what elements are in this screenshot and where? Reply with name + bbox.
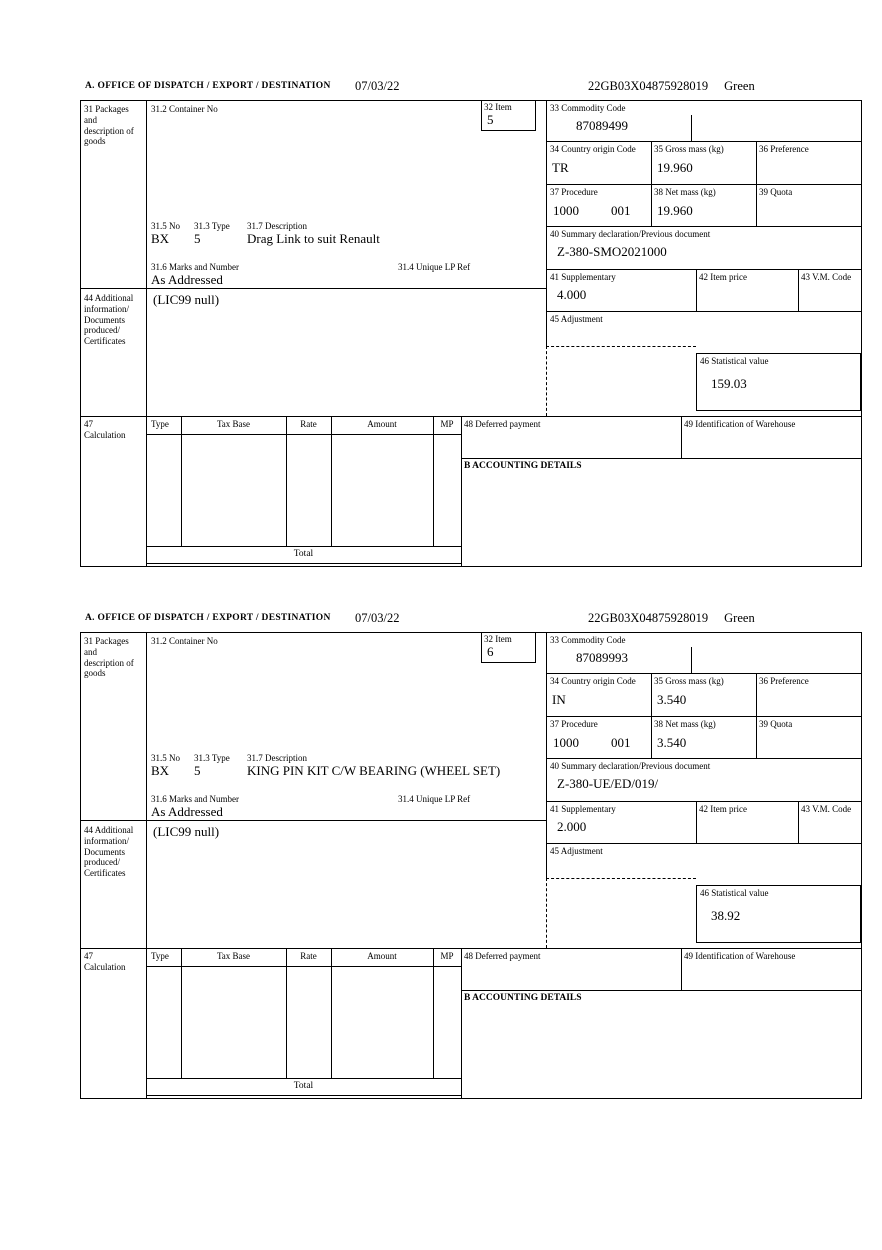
- box31-3-type-value: 5: [194, 231, 201, 246]
- sad-continuation-form: [80, 78, 862, 568]
- mrn-number: 22GB03X04875928019: [588, 79, 709, 93]
- sad-continuation-form: [80, 610, 862, 1100]
- box31-7-description-value: Drag Link to suit Renault: [247, 231, 380, 246]
- box43-vm-code-label: 43 V.M. Code: [801, 804, 852, 814]
- dispatch-date: 07/03/22: [355, 79, 400, 93]
- box31-3-type-value: 5: [194, 763, 201, 778]
- calc-col-type: Type: [151, 951, 169, 961]
- box46-value: 38.92: [711, 908, 741, 923]
- box37-procedure-ext-value: 001: [611, 735, 631, 750]
- accounting-details-label: B ACCOUNTING DETAILS: [464, 461, 582, 471]
- calc-total-topline: [146, 546, 461, 547]
- box37-procedure-label: 37 Procedure: [550, 719, 598, 729]
- calc-header-underline: [146, 966, 461, 967]
- calc-taxbase-divider: [286, 416, 287, 546]
- mrn-number: 22GB03X04875928019: [588, 611, 709, 625]
- box33-commodity-code-label: 33 Commodity Code: [550, 103, 626, 113]
- box39-quota-label: 39 Quota: [759, 719, 793, 729]
- box31-7-description-value: KING PIN KIT C/W BEARING (WHEEL SET): [247, 763, 501, 778]
- box44-additional-info-label: 44 Additional information/ Documents produced/ Certificates: [84, 825, 134, 879]
- marks-bottom-divider: [81, 288, 546, 289]
- box42-item-price-label: 42 Item price: [699, 272, 747, 282]
- box31-5-no-label: 31.5 No: [151, 221, 180, 231]
- calc-total-label: Total: [293, 1081, 314, 1091]
- calc-col-rate: Rate: [300, 951, 317, 961]
- box47-calculation-label: 47 Calculation: [84, 419, 126, 440]
- calc-total-label: Total: [293, 549, 314, 559]
- right-column-divider-dashed: [546, 346, 547, 416]
- box36-preference-label: 36 Preference: [759, 676, 809, 686]
- row-37-bottom-divider: [546, 226, 861, 227]
- deferred-bottom-divider: [461, 990, 861, 991]
- box31-3-type-label: 31.3 Type: [194, 221, 230, 231]
- row-41-bottom-divider: [546, 311, 861, 312]
- box40-previous-document-value: Z-380-SMO2021000: [557, 244, 667, 259]
- box31-4-unique-lp-ref-label: 31.4 Unique LP Ref: [398, 794, 471, 804]
- box31-2-container-no-label: 31.2 Container No: [151, 104, 218, 114]
- box37-procedure-label: 37 Procedure: [550, 187, 598, 197]
- calculation-top-divider: [81, 416, 861, 417]
- box49-warehouse-label: 49 Identification of Warehouse: [684, 951, 796, 961]
- calc-type-divider: [181, 416, 182, 546]
- box34-country-origin-value: TR: [552, 160, 569, 175]
- box38-net-mass-label: 38 Net mass (kg): [654, 719, 716, 729]
- box40-previous-document-label: 40 Summary declaration/Previous document: [550, 761, 711, 771]
- row-34-bottom-divider: [546, 716, 861, 717]
- box43-vm-code-label: 43 V.M. Code: [801, 272, 852, 282]
- commodity-code-inner-divider: [691, 115, 692, 141]
- box32-item-value: 5: [487, 112, 494, 127]
- box31-4-unique-lp-ref-label: 31.4 Unique LP Ref: [398, 262, 471, 272]
- box40-previous-document-label: 40 Summary declaration/Previous document: [550, 229, 711, 239]
- right-column-divider: [546, 633, 547, 878]
- box46-label: 46 Statistical value: [700, 888, 769, 898]
- box44-additional-info-label: 44 Additional information/ Documents produced/ Certificates: [84, 293, 134, 347]
- box37-procedure-value: 1000: [553, 735, 579, 750]
- box32-item: [481, 633, 536, 663]
- box46-statistical-value: [696, 353, 861, 411]
- box33-commodity-code-label: 33 Commodity Code: [550, 635, 626, 645]
- supplementary-price-divider: [696, 801, 697, 843]
- box38-net-mass-value: 3.540: [657, 735, 687, 750]
- box40-bottom-divider: [546, 801, 861, 802]
- box37-procedure-value: 1000: [553, 203, 579, 218]
- box48-deferred-payment-label: 48 Deferred payment: [464, 951, 541, 961]
- office-of-dispatch-header: A. OFFICE OF DISPATCH / EXPORT / DESTINATION: [85, 613, 331, 623]
- calc-rate-divider: [331, 948, 332, 1078]
- price-vmcode-divider: [798, 269, 799, 311]
- movement-reference: [588, 611, 755, 626]
- box31-packages-label: 31 Packages and description of goods: [84, 104, 134, 147]
- box34-country-origin-label: 34 Country origin Code: [550, 676, 636, 686]
- box40-bottom-divider: [546, 269, 861, 270]
- supplementary-price-divider: [696, 269, 697, 311]
- box31-packages-label: 31 Packages and description of goods: [84, 636, 134, 679]
- box38-net-mass-label: 38 Net mass (kg): [654, 187, 716, 197]
- box31-5-no-value: BX: [151, 763, 170, 778]
- office-of-dispatch-header: A. OFFICE OF DISPATCH / EXPORT / DESTINATION: [85, 81, 331, 91]
- box47-calculation-label: 47 Calculation: [84, 951, 126, 972]
- price-vmcode-divider: [798, 801, 799, 843]
- calc-col-mp: MP: [440, 419, 454, 429]
- box46-label: 46 Statistical value: [700, 356, 769, 366]
- calc-col-type: Type: [151, 419, 169, 429]
- calc-bottomline: [146, 563, 461, 564]
- box31-2-container-no-label: 31.2 Container No: [151, 636, 218, 646]
- box40-previous-document-value: Z-380-UE/ED/019/: [557, 776, 659, 791]
- right-column-divider-dashed: [546, 878, 547, 948]
- calc-type-divider: [181, 948, 182, 1078]
- movement-reference: [588, 79, 755, 94]
- box31-6-marks-value: As Addressed: [151, 272, 223, 287]
- calc-col-tax-base: Tax Base: [216, 419, 251, 429]
- row-34-bottom-divider: [546, 184, 861, 185]
- box45-adjustment-label: 45 Adjustment: [550, 314, 603, 324]
- box33-commodity-code-value: 87089499: [576, 118, 628, 133]
- box39-quota-label: 39 Quota: [759, 187, 793, 197]
- calc-right-edge: [461, 416, 462, 566]
- box35-gross-mass-value: 19.960: [657, 160, 693, 175]
- calc-header-underline: [146, 434, 461, 435]
- commodity-code-inner-divider: [691, 647, 692, 673]
- accounting-details-label: B ACCOUNTING DETAILS: [464, 993, 582, 1003]
- calc-taxbase-divider: [286, 948, 287, 1078]
- routing-indicator: Green: [724, 611, 755, 625]
- box35-gross-mass-label: 35 Gross mass (kg): [654, 144, 724, 154]
- box31-5-no-value: BX: [151, 231, 170, 246]
- box49-warehouse-label: 49 Identification of Warehouse: [684, 419, 796, 429]
- box31-6-marks-label: 31.6 Marks and Number: [151, 262, 239, 272]
- box38-net-mass-value: 19.960: [657, 203, 693, 218]
- calc-col-mp: MP: [440, 951, 454, 961]
- box36-preference-label: 36 Preference: [759, 144, 809, 154]
- box32-item-value: 6: [487, 644, 494, 659]
- deferred-warehouse-divider: [681, 416, 682, 458]
- box41-supplementary-label: 41 Supplementary: [550, 272, 616, 282]
- row-37-bottom-divider: [546, 758, 861, 759]
- form-body: [80, 100, 862, 567]
- calc-rate-divider: [331, 416, 332, 546]
- box31-5-no-label: 31.5 No: [151, 753, 180, 763]
- form-body: [80, 632, 862, 1099]
- calc-right-edge: [461, 948, 462, 1098]
- box31-6-marks-value: As Addressed: [151, 804, 223, 819]
- box41-supplementary-value: 2.000: [557, 819, 587, 834]
- box35-gross-mass-value: 3.540: [657, 692, 687, 707]
- commodity-code-bottom-divider: [546, 141, 861, 142]
- calc-col-amount: Amount: [367, 419, 397, 429]
- left-column-divider: [146, 101, 147, 566]
- box41-supplementary-label: 41 Supplementary: [550, 804, 616, 814]
- marks-bottom-divider: [81, 820, 546, 821]
- box33-commodity-code-value: 87089993: [576, 650, 628, 665]
- adjustment-bottom-dashed: [546, 878, 696, 879]
- calc-bottomline: [146, 1095, 461, 1096]
- box46-value: 159.03: [711, 376, 747, 391]
- box31-7-description-label: 31.7 Description: [247, 753, 307, 763]
- box42-item-price-label: 42 Item price: [699, 804, 747, 814]
- right-column-divider: [546, 101, 547, 346]
- dispatch-date: 07/03/22: [355, 611, 400, 625]
- box41-supplementary-value: 4.000: [557, 287, 587, 302]
- calculation-top-divider: [81, 948, 861, 949]
- box31-7-description-label: 31.7 Description: [247, 221, 307, 231]
- box35-gross-mass-label: 35 Gross mass (kg): [654, 676, 724, 686]
- calc-amount-divider: [433, 948, 434, 1078]
- calc-col-amount: Amount: [367, 951, 397, 961]
- deferred-bottom-divider: [461, 458, 861, 459]
- box32-item-label: 32 Item: [484, 102, 512, 112]
- box32-item-label: 32 Item: [484, 634, 512, 644]
- box32-item: [481, 101, 536, 131]
- box31-6-marks-label: 31.6 Marks and Number: [151, 794, 239, 804]
- commodity-code-bottom-divider: [546, 673, 861, 674]
- box45-adjustment-label: 45 Adjustment: [550, 846, 603, 856]
- box37-procedure-ext-value: 001: [611, 203, 631, 218]
- box44-value: (LIC99 null): [153, 292, 220, 307]
- box31-3-type-label: 31.3 Type: [194, 753, 230, 763]
- calc-col-tax-base: Tax Base: [216, 951, 251, 961]
- calc-total-topline: [146, 1078, 461, 1079]
- box48-deferred-payment-label: 48 Deferred payment: [464, 419, 541, 429]
- box34-country-origin-value: IN: [552, 692, 566, 707]
- box34-country-origin-label: 34 Country origin Code: [550, 144, 636, 154]
- calc-col-rate: Rate: [300, 419, 317, 429]
- box44-value: (LIC99 null): [153, 824, 220, 839]
- row-41-bottom-divider: [546, 843, 861, 844]
- routing-indicator: Green: [724, 79, 755, 93]
- calc-amount-divider: [433, 416, 434, 546]
- adjustment-bottom-dashed: [546, 346, 696, 347]
- left-column-divider: [146, 633, 147, 1098]
- box46-statistical-value: [696, 885, 861, 943]
- deferred-warehouse-divider: [681, 948, 682, 990]
